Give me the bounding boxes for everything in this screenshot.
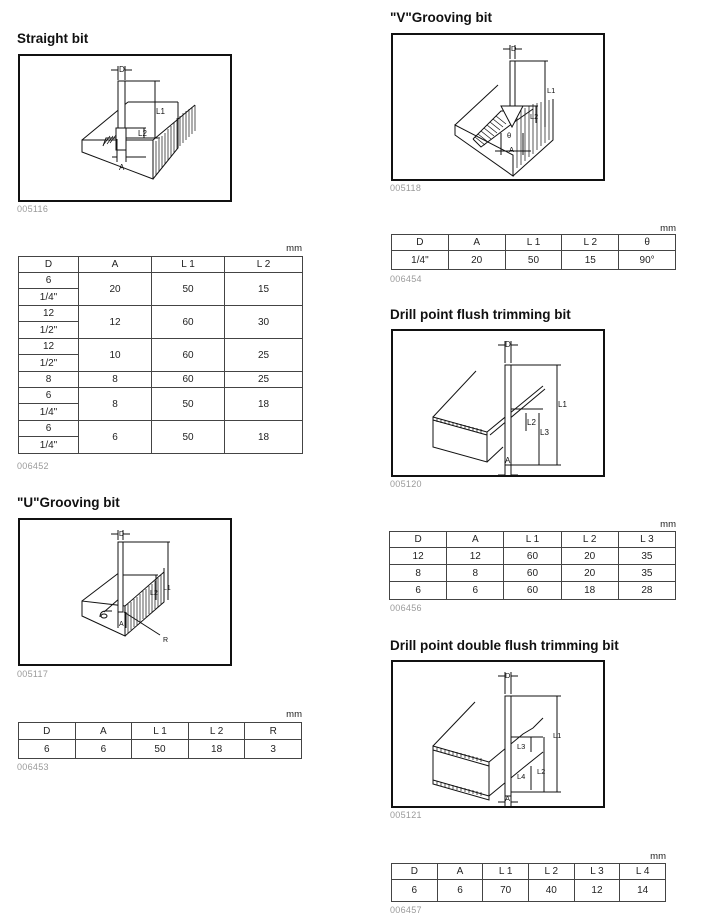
cell-l3: 12 bbox=[574, 880, 620, 902]
cell-l2: 15 bbox=[562, 251, 619, 270]
unit-label: mm bbox=[286, 243, 302, 254]
flush-trimming-bit-diagram bbox=[391, 329, 605, 477]
table-row bbox=[390, 548, 676, 565]
u-grooving-bit-diagram bbox=[18, 518, 232, 666]
dim-label-r: R bbox=[163, 637, 169, 644]
dim-label-a: A bbox=[119, 621, 124, 628]
dim-label-l1: L1 bbox=[553, 731, 562, 740]
col-header: D bbox=[392, 235, 449, 251]
col-header: L 2 bbox=[188, 723, 245, 740]
cell-l2: 20 bbox=[561, 548, 618, 565]
cell-d-inch: 1/4" bbox=[19, 404, 79, 421]
figure-code: 005117 bbox=[17, 669, 49, 679]
cell-l3: 28 bbox=[618, 582, 675, 600]
cell-d: 12 bbox=[390, 548, 447, 565]
cell-l3: 35 bbox=[618, 548, 675, 565]
cell-a: 6 bbox=[79, 421, 152, 454]
cell-l4: 14 bbox=[620, 880, 666, 902]
table-row bbox=[19, 740, 302, 759]
col-header: A bbox=[447, 532, 504, 548]
figure-code: 005121 bbox=[390, 810, 422, 820]
col-header: L 1 bbox=[504, 532, 561, 548]
table-code: 006457 bbox=[390, 905, 422, 915]
unit-label: mm bbox=[286, 709, 302, 720]
table-row bbox=[19, 388, 303, 404]
dim-label-d: D bbox=[505, 340, 511, 349]
cell-d-inch: 1/4" bbox=[19, 289, 79, 306]
cell-l1: 50 bbox=[152, 421, 225, 454]
dim-label-d: D bbox=[119, 65, 125, 74]
dim-label-d: D bbox=[505, 671, 511, 680]
dim-label-l1: L1 bbox=[163, 585, 171, 592]
cell-d: 12 bbox=[19, 339, 79, 355]
straight-bit-spec-table bbox=[18, 256, 303, 454]
unit-label: mm bbox=[660, 223, 676, 234]
col-header: L 1 bbox=[132, 723, 189, 740]
cell-l1: 50 bbox=[505, 251, 562, 270]
table-row bbox=[19, 273, 303, 289]
cell-theta: 90° bbox=[619, 251, 676, 270]
cell-a: 6 bbox=[437, 880, 483, 902]
dim-label-l3: L3 bbox=[517, 742, 526, 751]
col-header: L 2 bbox=[528, 864, 574, 880]
cell-l2: 18 bbox=[561, 582, 618, 600]
dim-label-l1: L1 bbox=[558, 400, 567, 409]
table-row bbox=[390, 565, 676, 582]
cell-l1: 50 bbox=[132, 740, 189, 759]
col-header: A bbox=[79, 257, 152, 273]
v-grooving-bit-spec-table bbox=[391, 234, 676, 270]
cell-l3: 35 bbox=[618, 565, 675, 582]
col-header: L 2 bbox=[561, 532, 618, 548]
col-header: L 1 bbox=[505, 235, 562, 251]
cell-a: 12 bbox=[447, 548, 504, 565]
col-header: A bbox=[437, 864, 483, 880]
cell-d: 8 bbox=[390, 565, 447, 582]
col-header: R bbox=[245, 723, 302, 740]
dim-label-d: D bbox=[119, 531, 125, 538]
flush-trimming-bit-spec-table bbox=[389, 531, 676, 600]
col-header: L 3 bbox=[618, 532, 675, 548]
cell-l1: 50 bbox=[152, 388, 225, 421]
double-flush-trimming-bit-illustration bbox=[393, 662, 603, 806]
cell-l1: 60 bbox=[504, 548, 561, 565]
dim-label-d: D bbox=[511, 44, 517, 53]
cell-a: 20 bbox=[79, 273, 152, 306]
dim-label-theta: θ bbox=[507, 131, 512, 140]
col-header: L 1 bbox=[483, 864, 529, 880]
cell-d: 6 bbox=[19, 740, 76, 759]
cell-d: 6 bbox=[19, 388, 79, 404]
col-header: D bbox=[390, 532, 447, 548]
col-header: L 1 bbox=[152, 257, 225, 273]
table-code: 006456 bbox=[390, 603, 422, 613]
dim-label-l2: L2 bbox=[537, 767, 546, 776]
col-header: D bbox=[19, 257, 79, 273]
dim-label-a: A bbox=[505, 456, 511, 465]
table-code: 006453 bbox=[17, 762, 49, 772]
cell-d: 12 bbox=[19, 306, 79, 322]
double-flush-trimming-bit-spec-table bbox=[391, 863, 666, 902]
unit-label: mm bbox=[660, 519, 676, 530]
v-grooving-bit-diagram bbox=[391, 33, 605, 181]
cell-d-inch: 1/2" bbox=[19, 322, 79, 339]
cell-a: 8 bbox=[79, 372, 152, 388]
cell-a: 10 bbox=[79, 339, 152, 372]
table-row bbox=[392, 251, 676, 270]
cell-l2: 40 bbox=[528, 880, 574, 902]
cell-a: 12 bbox=[79, 306, 152, 339]
col-header: θ bbox=[619, 235, 676, 251]
table-row bbox=[19, 372, 303, 388]
dim-label-a: A bbox=[509, 145, 515, 154]
table-code: 006454 bbox=[390, 274, 422, 284]
cell-l2: 25 bbox=[225, 372, 303, 388]
dim-label-l2: L2 bbox=[527, 418, 536, 427]
col-header: A bbox=[448, 235, 505, 251]
dim-label-l3: L3 bbox=[540, 428, 549, 437]
table-row bbox=[390, 582, 676, 600]
cell-l1: 60 bbox=[504, 582, 561, 600]
table-row bbox=[19, 421, 303, 437]
dim-label-a: A bbox=[119, 163, 125, 172]
cell-l1: 60 bbox=[152, 372, 225, 388]
cell-l2: 18 bbox=[188, 740, 245, 759]
cell-d: 8 bbox=[19, 372, 79, 388]
cell-l2: 20 bbox=[561, 565, 618, 582]
dim-label-l4: L4 bbox=[517, 772, 526, 781]
cell-a: 8 bbox=[447, 565, 504, 582]
figure-code: 005116 bbox=[17, 204, 49, 214]
cell-a: 6 bbox=[447, 582, 504, 600]
figure-code: 005120 bbox=[390, 479, 422, 489]
dim-label-a: A bbox=[505, 794, 511, 803]
u-grooving-bit-spec-table bbox=[18, 722, 302, 759]
cell-l2: 25 bbox=[225, 339, 303, 372]
straight-bit-diagram bbox=[18, 54, 232, 202]
col-header: L 2 bbox=[562, 235, 619, 251]
table-row bbox=[392, 880, 666, 902]
cell-l1: 60 bbox=[504, 565, 561, 582]
section-title-u-grooving-bit: "U"Grooving bit bbox=[17, 495, 120, 510]
cell-l1: 50 bbox=[152, 273, 225, 306]
section-title-flush-trimming-bit: Drill point flush trimming bit bbox=[390, 307, 571, 322]
double-flush-trimming-bit-diagram bbox=[391, 660, 605, 808]
v-grooving-bit-illustration bbox=[393, 35, 603, 179]
col-header: L 4 bbox=[620, 864, 666, 880]
cell-d: 6 bbox=[19, 421, 79, 437]
cell-a: 6 bbox=[75, 740, 132, 759]
section-title-straight-bit: Straight bit bbox=[17, 31, 89, 46]
cell-l2: 30 bbox=[225, 306, 303, 339]
cell-l1: 60 bbox=[152, 306, 225, 339]
dim-label-l2: L2 bbox=[150, 590, 158, 597]
straight-bit-illustration bbox=[20, 56, 230, 200]
table-row bbox=[19, 339, 303, 355]
cell-l2: 15 bbox=[225, 273, 303, 306]
dim-label-l2: L2 bbox=[138, 129, 147, 138]
table-row bbox=[19, 306, 303, 322]
cell-l2: 18 bbox=[225, 421, 303, 454]
cell-d-inch: 1/4" bbox=[19, 437, 79, 454]
section-title-double-flush-trimming-bit: Drill point double flush trimming bit bbox=[390, 638, 619, 653]
cell-l1: 70 bbox=[483, 880, 529, 902]
figure-code: 005118 bbox=[390, 183, 422, 193]
cell-d-inch: 1/2" bbox=[19, 355, 79, 372]
cell-d: 1/4" bbox=[392, 251, 449, 270]
u-grooving-bit-illustration bbox=[20, 520, 230, 664]
cell-l1: 60 bbox=[152, 339, 225, 372]
cell-a: 8 bbox=[79, 388, 152, 421]
col-header: L 3 bbox=[574, 864, 620, 880]
dim-label-l1: L1 bbox=[156, 107, 165, 116]
table-code: 006452 bbox=[17, 461, 49, 471]
cell-r: 3 bbox=[245, 740, 302, 759]
col-header: L 2 bbox=[225, 257, 303, 273]
cell-d: 6 bbox=[19, 273, 79, 289]
dim-label-l2: L2 bbox=[530, 112, 539, 121]
section-title-v-grooving-bit: "V"Grooving bit bbox=[390, 10, 493, 25]
col-header: D bbox=[19, 723, 76, 740]
cell-d: 6 bbox=[392, 880, 438, 902]
dim-label-l1: L1 bbox=[547, 86, 556, 95]
cell-a: 20 bbox=[448, 251, 505, 270]
unit-label: mm bbox=[650, 851, 666, 862]
col-header: A bbox=[75, 723, 132, 740]
col-header: D bbox=[392, 864, 438, 880]
cell-l2: 18 bbox=[225, 388, 303, 421]
flush-trimming-bit-illustration bbox=[393, 331, 603, 475]
cell-d: 6 bbox=[390, 582, 447, 600]
